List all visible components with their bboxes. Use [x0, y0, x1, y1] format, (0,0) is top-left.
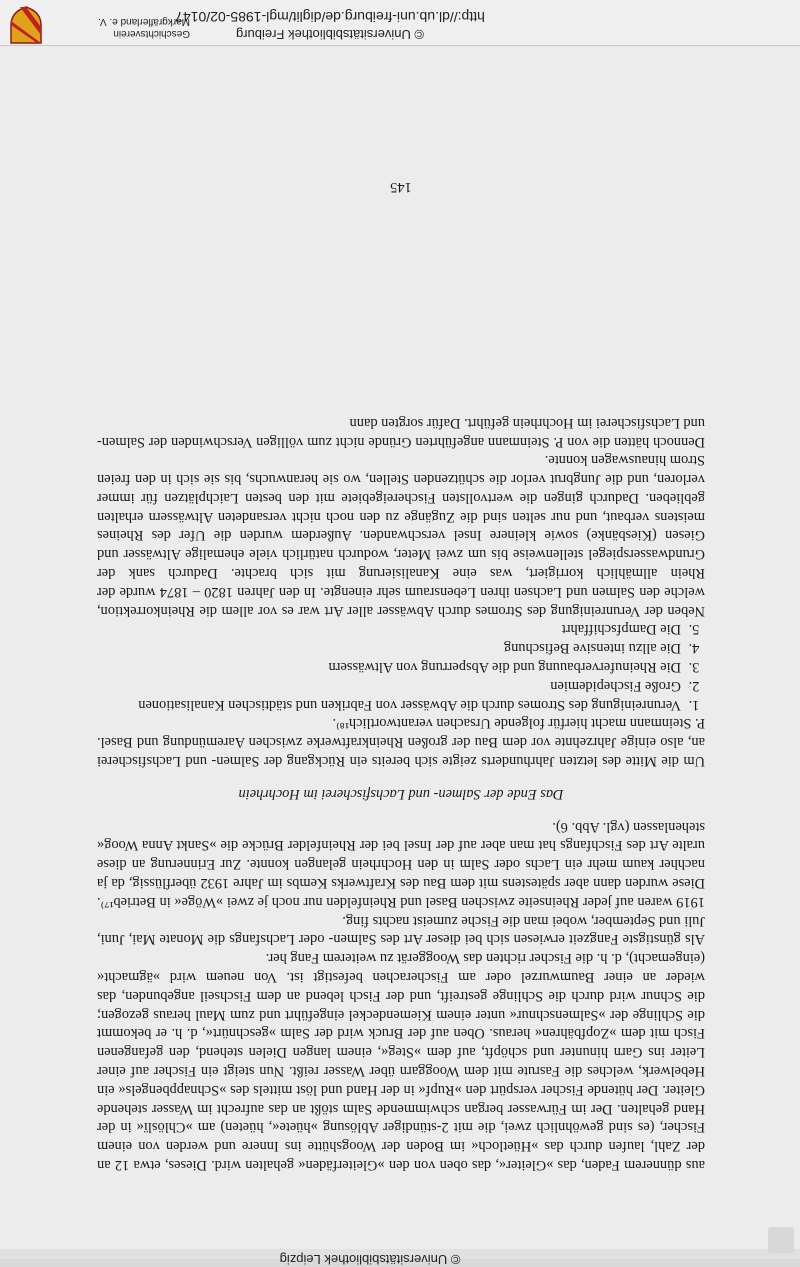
list-item: 4. Die allzu intensive Befischung: [97, 638, 685, 657]
list-item: 1. Verunreinigung des Stromes durch die Abwässer von Fabriken und städtischen Kanalisationen: [97, 695, 685, 714]
cause-list: [97, 620, 705, 714]
society-line-1: Geschichtsverein: [113, 28, 190, 39]
top-header-text: © Universitätsbibliothek Leipzig: [279, 1252, 461, 1267]
paragraph-2: Als günstigste Fangzeit erwiesen sich bei dieser Art des Salmen- oder Lachsfangs die Monate Mai, Juni, Juli und September, wobei man die Fische zumeist nachts fing.: [97, 912, 705, 948]
list-item: 2. Große Fischepidemien: [97, 676, 685, 695]
list-item: 5. Die Dampfschiffahrt: [97, 620, 685, 639]
section-heading: Das Ende der Salmen- und Lachsfischerei im Hochrhein: [238, 785, 564, 802]
footer-copyright: © Universitätsbibliothek Freiburg: [235, 27, 425, 42]
coat-of-arms-icon: [8, 5, 44, 45]
paragraph-4: Um die Mitte des letzten Jahrhunderts zeigte sich bereits ein Rückgang der Salmen- und Lachsfischerei an, also einige Jahrzehnte vor dem Bau der großen Rheinkraftwerke zwischen Aaremündung und Basel. P. Steinmann macht hierfür folgende Ursachen verantwortlich¹⁸⁾.: [97, 715, 705, 770]
footer-url-link[interactable]: http://dl.ub.uni-freiburg.de/diglit/mgl-1985-02/0147: [175, 9, 485, 25]
society-line-2: Markgräflerland e. V.: [98, 16, 190, 27]
page-number: 145: [390, 179, 412, 195]
paragraph-5: Neben der Verunreinigung des Stromes durch Abwässer aller Art war es vor allem die Rheinkorrektion, welche den Salmen und Lachsen ihren Lebensraum sehr einengte. In den Jahren 1820 – 1874 wurde der Rhein allmählich korrigiert, was eine Kanalisierung mit sich brachte. Dadurch sank der Grundwasserspiegel stellenweise bis um zwei Meter, wodurch natürlich viele ehemalige Altwässer und Giesen (Kiesbänke) sowie kleinere Insel verschwanden. Außerdem wurden die Ufer des Rheines meistens verbaut, und nur selten sind die Zugänge zu den noch nicht versandeten Altwässern erhalten geblieben. Dadurch gingen die wertvollsten Fischereigebiete mit den besten Laichplätzen für immer verloren, und die Jungbrut verlor die schützenden Stellen, wo sie heranwuchs, bis sie sich in den freien Strom hinauswagen konnte.: [97, 452, 705, 619]
paragraph-1: aus dünnerem Faden, das »Gleiter«, das oben von den »Gleiterfäden« gehalten wird. Dieses, etwa 12 an der Zahl, laufen durch das »Hüetloch« im Boden der Woogshütte ins Innere und werden von einem Fischer, (es sind gewöhnlich zwei, die mit 2-stündiger Ablösung »hüete«, hüeten) am »Chlöslï« in der Hand gehalten. Der im Fürwasser bergan schwimmende Salm stößt an das aufrecht im Wasser stehende Gleiter. Der hütende Fischer verspürt den »Rupf« in der Hand und löst mittels des »Schnappbengels« ein Hebelwerk, welches die Fasrute mit dem Wooggarn über Wasser reißt. Nun steigt ein Fischer auf einer Leiter ins Garn hinunter und schöpft, auf dem »Steg«, einem langen Dielen stehend, den gefangenen Fisch mit dem »Zopfbähren« heraus. Oben auf der Bruck wird der Salm »geschnürt«, d. h. er bekommt die Schlinge der »Salmenschnur« unter einem Kiemendeckel eingeführt und zum Maul heraus gezogen; die Schnur wird durch die Schlinge gestreift, und der Fisch lebend an dem Fischseil angebunden, das wieder an einer Baumwurzel oder am Fischerachen befestigt ist. Von neuem wird »ägmacht« (eingemacht), d. h. die Fischer richten das Wooggerät zu weiterem Fang her.: [97, 950, 705, 1173]
list-item: 3. Die Rheinuferverbauung und die Absperrung von Altwässern: [97, 657, 685, 676]
society-name: [50, 15, 190, 39]
document-page: [97, 413, 705, 1174]
paragraph-3: 1919 waren auf jeder Rheinseite zwischen Basel und Rheinfelden nur noch je zwei »Wöge« in Betrieb¹⁷⁾. Diese wurden dann aber spätestens mit dem Bau des Kraftwerks Kembs im Jahre 1932 überflüssig, da ja nachher kaum mehr ein Lachs oder Salm in den Hochrhein gelangen konnte. Zur Erinnerung an diese uralte Art des Fischfangs hat man aber auf der Insel bei der Rheinfelder Brücke die »Sankt Anna Woog« stehenlassen (vgl. Abb. 6).: [97, 818, 705, 910]
paragraph-6: Dennoch hätten die von P. Steinmann angeführten Gründe nicht zum völligen Verschwinden der Salmen- und Lachsfischerei im Hochrhein geführt. Dafür sorgten dann: [97, 414, 705, 450]
header-logo-icon: [766, 1225, 796, 1255]
